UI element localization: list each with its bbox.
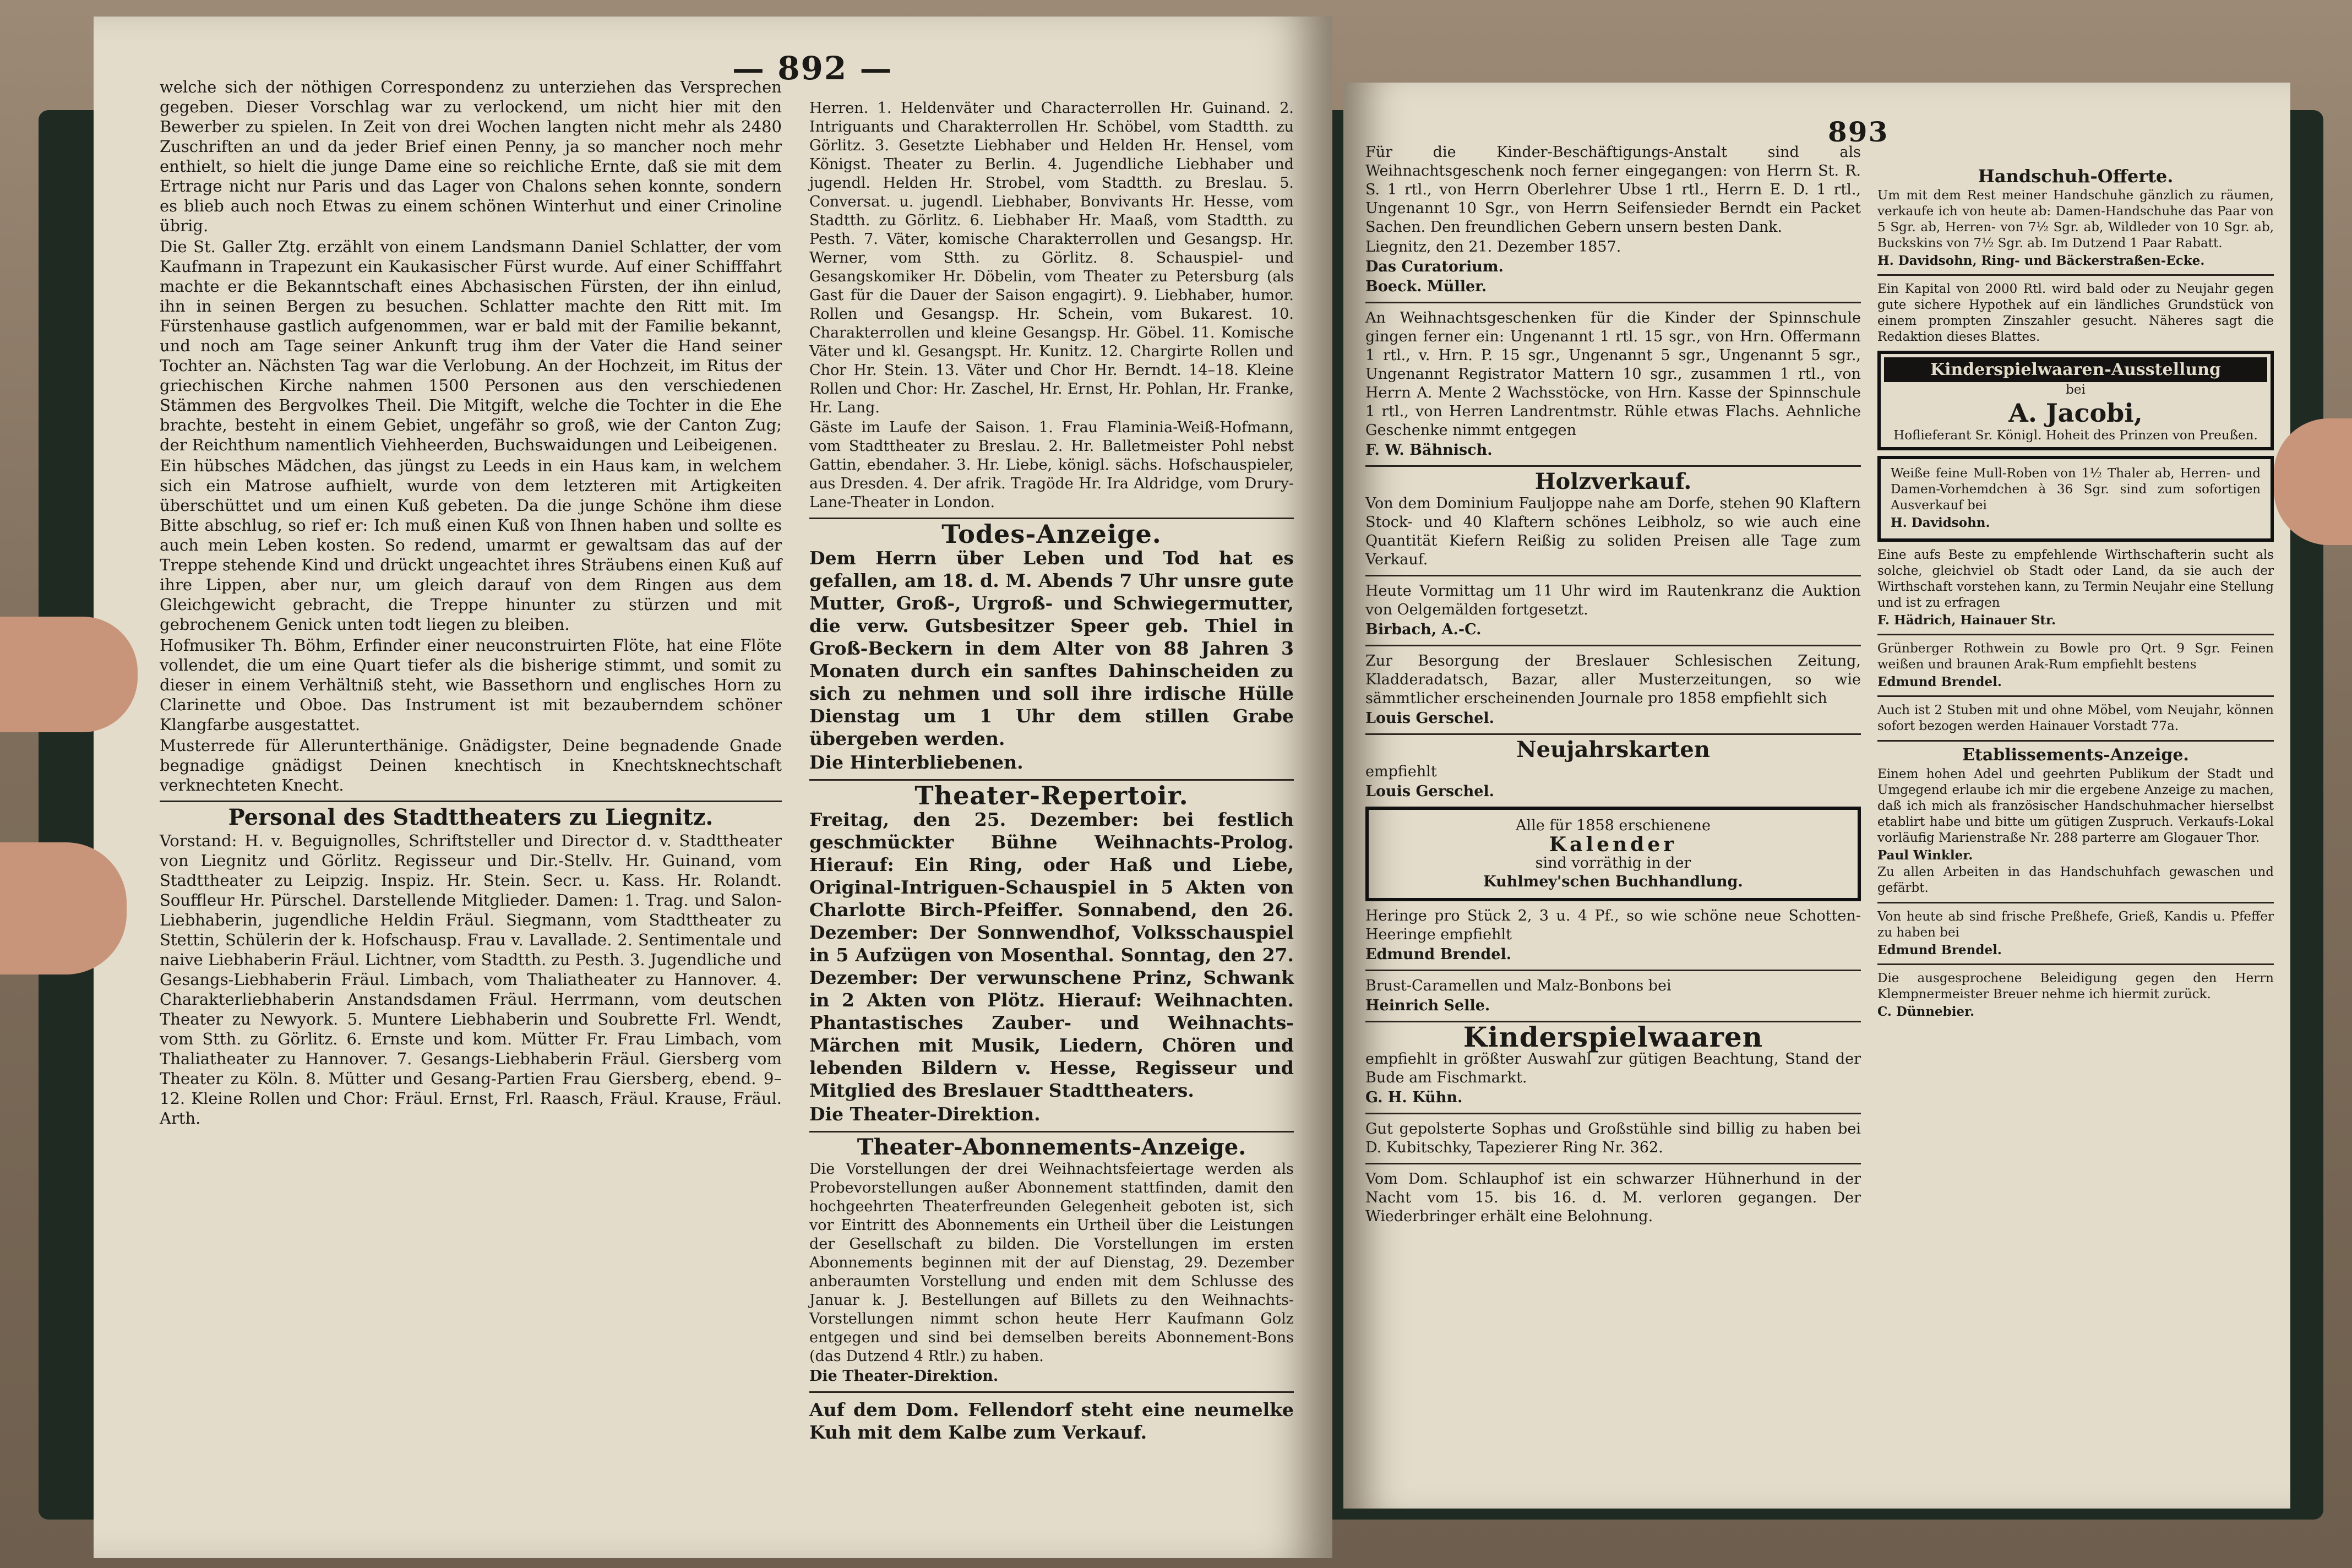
handschuh-sign: H. Davidsohn, Ring- und Bäckerstraßen-Ecke. [1877, 253, 2205, 268]
handschuh-heading: Handschuh-Offerte. [1978, 166, 2174, 187]
zeitung-text: Zur Besorgung der Breslauer Schlesischen Zeitung, Kladderadatsch, Bazar, aller Musterzeitungen, so wie sämmtlicher erscheinenden Journale pro 1858 empfiehlt sich [1365, 652, 1861, 707]
beleid-text: Die ausgesprochene Beleidigung gegen den Herrn Klempnermeister Breuer nehme ich hiermit zurück. [1877, 971, 2274, 1001]
divider [1877, 634, 2274, 635]
divider [1877, 274, 2274, 276]
kinder-place: Liegnitz, den 21. Dezember 1857. [1365, 238, 1621, 255]
gaeste-list: Gäste im Laufe der Saison. 1. Frau Flaminia-Weiß-Hofmann, vom Stadttheater zu Breslau. 2. Hr. Balletmeister Pohl nebst Gattin, ebendaher. 3. Hr. Liebe, königl. sächs. Hofschauspieler, aus Dresden. 4. Der afrik. Tragöde Hr. Ira Aldridge, vom Drury-Lane-Theater in London. [809, 419, 1294, 511]
divider [160, 801, 782, 802]
spielwaaren-sign: G. H. Kühn. [1365, 1089, 1463, 1106]
ausstellung-name: A. Jacobi, [2008, 398, 2143, 428]
divider [1365, 970, 1861, 971]
caramellen-text: Brust-Caramellen und Malz-Bonbons bei [1365, 977, 1672, 994]
divider [1365, 733, 1861, 735]
kalender-ad [1365, 807, 1861, 901]
kalender-shop: Kuhlmey'schen Buchhandlung. [1483, 873, 1743, 890]
repertoir-notice [809, 808, 1294, 1125]
divider [1365, 1163, 1861, 1164]
roben-text: Weiße feine Mull-Roben von 1½ Thaler ab, Herren- und Damen-Vorhemdchen à 36 Sgr. sind zum sofortigen Ausverkauf bei [1891, 466, 2261, 513]
rothwein-text: Grünberger Rothwein zu Bowle pro Qrt. 9 Sgr. Feinen weißen und braunen Arak-Rum empfiehlt bestens [1877, 641, 2274, 672]
article-paragraph: welche sich der nöthigen Correspondenz zu unterziehen das Versprechen gegeben. Dieser Vorschlag war zu verlockend, um nicht hier mit den Bewerber zu spielen. In Zeit von drei Wochen langten nicht mehr als 2480 Zuschriften an und da jeder Brief einen Penny, ja so mancher noch mehr enthielt, so hielt die junge Dame eine so reichliche Ernte, daß sie mit dem Ertrage nicht nur Paris und das Lager von Chalons sehen konnte, sondern es blieb auch noch Etwas zu einem schönen Winterhut und einer Crinoline übrig. [160, 78, 782, 235]
left-column-1 [160, 77, 782, 1129]
stuben-text: Auch ist 2 Stuben mit und ohne Möbel, vom Neujahr, können sofort bezogen werden Hainauer Vorstadt 77a. [1877, 703, 2274, 733]
article-paragraph: Die St. Galler Ztg. erzählt von einem Landsmann Daniel Schlatter, der vom Kaufmann in Trapezunt ein Kaukasischer Fürst wurde. Auf einer Schifffahrt machte er die Bekanntschaft eines Abchasischen Fürsten, der ihn einlud, ihn in seinen Bergen zu besuchen. Schlatter machte den Ritt mit. Im Fürstenhause gastlich aufgenommen, war er bald mit der Familie bekannt, und noch am Tage seiner Ankunft trug ihm der Vater die Hand seiner Tochter an. Nächsten Tag war die Verlobung. An der Hochzeit, im Ritus der griechischen Kirche nahmen 1500 Personen aus den verschiedenen Stämmen des Bergvolkes Theil. Die Mitgift, welche die Tochter in die Ehe brachte, besteht in einem Gebiet, ungefähr so groß, wie der Canton Zug; der Reichthum namentlich Viehheerden, Buchswaidungen und Leibeigenen. [160, 237, 782, 454]
ausstellung-heading: Kinderspielwaaren-Ausstellung [1884, 357, 2267, 382]
divider [809, 1391, 1294, 1393]
spielwaaren-text: empfiehlt in größter Auswahl zur gütigen Beachtung, Stand der Bude am Fischmarkt. [1365, 1050, 1861, 1086]
etabl-heading: Etablissements-Anzeige. [1962, 745, 2189, 765]
kalender-line: Alle für 1858 erschienene [1515, 817, 1711, 834]
divider [1877, 695, 2274, 697]
kuh-text: Auf dem Dom. Fellendorf steht eine neumelke Kuh mit dem Kalbe zum Verkauf. [809, 1399, 1294, 1443]
todes-text: Dem Herrn über Leben und Tod hat es gefallen, am 18. d. M. Abends 7 Uhr unsre gute Mutter, Groß-, Urgroß- und Schwiegermutter, die verw. Gutsbesitzer Speer geb. Thiel in Groß-Beckern in dem Alter von 88 Jahren 3 Monaten durch ein sanftes Dahinscheiden zu sich zu nehmen und soll ihre irdische Hülle Dienstag um 1 Uhr dem stillen Grabe übergeben werden. [809, 547, 1294, 749]
kinder-sign: Boeck. Müller. [1365, 278, 1487, 295]
holz-heading: Holzverkauf. [1534, 469, 1692, 494]
todes-heading: Todes-Anzeige. [941, 519, 1162, 549]
spinn-text: An Weihnachtsgeschenken für die Kinder der Spinnschule gingen ferner ein: Ungenannt 1 rtl. 15 sgr., von Hrn. Offermann 1 rtl., v. Hrn. P. 15 sgr., Ungenannt 5 sgr., Ungenannt 5 sgr., Ungenannt Registrator Mattern 10 sgr., zusammen 1 rtl., von Herrn A. Mente 2 Wachsstöcke, von Hrn. Kasse der Spinnschule 1 rtl., von Herren Landrentmstr. Rühle etwas Flachs. Aehnliche Geschenke nimmt entgegen [1365, 309, 1861, 439]
divider [1365, 465, 1861, 467]
herren-list: Herren. 1. Heldenväter und Characterrollen Hr. Guinand. 2. Intriguants und Charakterrollen Hr. Schöbel, vom Stadtth. zu Görlitz. 3. Gesetzte Liebhaber und Helden Hr. Hensel, vom Königst. Theater zu Berlin. 4. Jugendliche Liebhaber und jugendl. Helden Hr. Strobel, vom Stadtth. zu Breslau. 5. Conversat. u. jugendl. Liebhaber, Bonvivants Hr. Hesse, vom Stadtth. zu Görlitz. 6. Liebhaber Hr. Maaß, vom Stadtth. zu Pesth. 7. Väter, komische Charakterrollen und Gesangsp. Hr. Werner, vom Stth. zu Görlitz. 8. Schauspiel- und Gesangskomiker Hr. Döbelin, vom Theater zu Petersburg (als Gast für die Dauer der Saison engagirt). 9. Liebhaber, humor. Rollen und Gesangsp. Hr. Schein, vom Bukarest. 10. Charakterrollen und kleine Gesangsp. Hr. Göbel. 11. Komische Väter und kl. Gesangspt. Hr. Kunitz. 12. Chargirte Rollen und Chor Hr. Stein. 13. Väter und Chor Hr. Berndt. 14–18. Kleine Rollen und Chor: Hr. Zaschel, Hr. Ernst, Hr. Pohlan, Hr. Franke, Hr. Lang. [809, 100, 1294, 416]
page-number-left: — 892 — [732, 50, 893, 87]
finger-left-lower [0, 842, 127, 974]
ausstellung-ad [1877, 351, 2274, 450]
kinder-sign: Das Curatorium. [1365, 258, 1504, 275]
etabl-sign: Paul Winkler. [1877, 848, 1973, 863]
divider [809, 1131, 1294, 1133]
divider [1365, 1113, 1861, 1114]
kalender-line: sind vorräthig in der [1535, 854, 1691, 872]
holz-text: Von dem Dominium Fauljoppe nahe am Dorfe, stehen 90 Klaftern Stock- und 40 Klaftern schönes Leibholz, so wie auch eine Quantität Kiefern Reißig zu soliden Preisen alle Tage zum Verkauf. [1365, 495, 1861, 568]
neujahr-heading: Neujahrskarten [1516, 737, 1710, 763]
right-page [1343, 83, 2290, 1509]
left-page [94, 17, 1332, 1558]
etabl-text: Einem hohen Adel und geehrten Publikum der Stadt und Umgegend erlaube ich mir die ergebene Anzeige zu machen, daß ich mich als französischer Handschuhmacher hierselbst etablirt habe und bitte um gütigen Zuspruch. Verkaufs-Lokal vorläufig Marienstraße Nr. 288 parterre am Glogauer Thor. [1877, 767, 2274, 845]
arbeit-text: Zu allen Arbeiten in das Handschuhfach gewaschen und gefärbt. [1877, 865, 2274, 895]
zeitung-sign: Louis Gerschel. [1365, 710, 1495, 727]
pfeffer-text: Von heute ab sind frische Preßhefe, Grieß, Kandis u. Pfeffer zu haben bei [1877, 910, 2274, 940]
handschuh-text: Um mit dem Rest meiner Handschuhe gänzlich zu räumen, verkaufe ich von heute ab: Damen-Handschuhe das Paar von 5 Sgr. ab, Herren- von 7½ Sgr. ab, Wildleder von 10 Sgr. ab, Buckskins von 7½ Sgr. ab. Im Dutzend 1 Paar Rabatt. [1877, 188, 2274, 251]
abonnement-signature: Die Theater-Direktion. [809, 1368, 999, 1385]
ausstellung-sub: Hoflieferant Sr. Königl. Hoheit des Prinzen von Preußen. [1893, 428, 2258, 443]
divider [1365, 302, 1861, 303]
jagdhund-text: Vom Dom. Schlauphof ist ein schwarzer Hühnerhund in der Nacht vom 15. bis 16. d. M. verloren gegangen. Der Wiederbringer erhält eine Belohnung. [1365, 1170, 1861, 1225]
kapital-text: Ein Kapital von 2000 Rtl. wird bald oder zu Neujahr gegen gute sichere Hypothek auf ein ländliches Grundstück von einem prompten Zinszahler gesucht. Näheres sagt die Redaktion dieses Blattes. [1877, 282, 2274, 344]
wirth-sign: F. Hädrich, Hainauer Str. [1877, 613, 2056, 628]
heringe-sign: Edmund Brendel. [1365, 946, 1512, 963]
auktion-text: Heute Vormittag um 11 Uhr wird im Rautenkranz die Auktion von Oelgemälden fortgesetzt. [1365, 582, 1861, 618]
spinn-sign: F. W. Bähnisch. [1365, 442, 1493, 459]
article-paragraph: Ein hübsches Mädchen, das jüngst zu Leeds in ein Haus kam, in welchem sich ein Matrose aufhielt, wurde von dem letzteren mit Artigkeiten überschüttet und um einen Kuß gebeten. Da die junge Schöne ihm diese Bitte abschlug, so rief er: Ich muß einen Kuß von Ihnen haben und sollte es auch mein Leben kosten. So redend, umarmt er gewaltsam das auf der Treppe stehende Kind und drückt ungeachtet ihres Sträubens einen Kuß auf ihre Lippen, aber nur, um gleich darauf von dem Ringen aus dem Gleichgewicht gebracht, die Treppe hinunter zu stürzen und mit gebrochenem Genick unten todt liegen zu bleiben. [160, 456, 782, 634]
roben-sign: H. Davidsohn. [1891, 515, 1990, 530]
divider [1365, 575, 1861, 576]
repertoir-heading: Theater-Repertoir. [914, 781, 1189, 810]
kinder-text: Für die Kinder-Beschäftigungs-Anstalt sind als Weihnachtsgeschenk noch ferner eingegangen: von Herrn St. R. S. 1 rtl., von Herrn Oberlehrer Ubse 1 rtl., Herrn E. D. 1 rtl., Ungenannt 10 Sgr., von Herrn Seifensieder Berndt ein Packet Sachen. Den freundlichen Gebern unsern besten Dank. [1365, 144, 1861, 236]
wirth-text: Eine aufs Beste zu empfehlende Wirthschafterin sucht als solche, gleichviel ob Stadt oder Land, da sie auch der Wirthschaft vorstehen kann, zu Termin Neujahr eine Stellung und ist zu erfragen [1877, 548, 2274, 610]
page-number-right: 893 [1828, 116, 1889, 148]
kalender-title: Kalender [1549, 833, 1678, 856]
pfeffer-sign: Edmund Brendel. [1877, 943, 2002, 957]
todes-notice [809, 547, 1294, 774]
repertoir-signature: Die Theater-Direktion. [809, 1103, 1041, 1125]
right-column-1 [1365, 143, 1861, 1227]
spielwaaren-heading: Kinderspielwaaren [1463, 1021, 1763, 1053]
caramellen-sign: Heinrich Selle. [1365, 997, 1490, 1014]
left-column-2 [809, 99, 1294, 1445]
roben-ad [1877, 456, 2274, 542]
neujahr-sign: Louis Gerschel. [1365, 783, 1495, 800]
ausstellung-bei: bei [2066, 383, 2086, 397]
divider [1365, 645, 1861, 646]
sopha-text: Gut gepolsterte Sophas und Großstühle sind billig zu haben bei D. Kubitschky, Tapezierer Ring Nr. 362. [1365, 1120, 1861, 1156]
auktion-sign: Birbach, A.-C. [1365, 621, 1482, 638]
article-paragraph: Hofmusiker Th. Böhm, Erfinder einer neuconstruirten Flöte, hat eine Flöte vollendet, die um eine Quart tiefer als die bisherige stimmt, und somit zu dieser in einem Verhältniß steht, wie Bassethorn und englisches Horn zu Clarinette und Oboe. Das Instrument ist mit bezauberndem schöner Klangfarbe ausgestattet. [160, 636, 782, 734]
todes-signature: Die Hinterbliebenen. [809, 752, 1023, 773]
abonnement-heading: Theater-Abonnements-Anzeige. [857, 1134, 1246, 1160]
kuh-notice [809, 1398, 1294, 1444]
right-column-2 [1877, 165, 2274, 1021]
divider [1877, 963, 2274, 965]
neujahr-text: empfiehlt [1365, 763, 1437, 780]
heringe-text: Heringe pro Stück 2, 3 u. 4 Pf., so wie schöne neue Schotten-Heeringe empfiehlt [1365, 907, 1861, 943]
beleid-sign: C. Dünnebier. [1877, 1004, 1975, 1019]
personal-heading: Personal des Stadttheaters zu Liegnitz. [228, 804, 714, 830]
article-paragraph: Musterrede für Allerunterthänige. Gnädigster, Deine begnadende Gnade begnadige gnädigst Deinen knechtisch in Knechtsknechtschaft verknechteten Knecht. [160, 736, 782, 794]
divider [1877, 740, 2274, 742]
personal-list: Vorstand: H. v. Beguignolles, Schriftsteller und Director d. v. Stadttheater von Liegnitz und Görlitz. Regisseur und Dir.-Stellv. Hr. Guinand, vom Stadttheater zu Leipzig. Inspiz. Hr. Stein. Secr. u. Kass. Hr. Rolandt. Souffleur Hr. Pürschel. Darstellende Mitglieder. Damen: 1. Trag. und Salon-Liebhaberin, jugendliche Heldin Fräul. Siegmann, vom Stadttheater zu Stettin, Schülerin der k. Hofschausp. Frau v. Lavallade. 2. Sentimentale und naive Liebhaberin Fräul. Lichtner, vom Stadtth. zu Pesth. 3. Jugendliche und Gesangs-Liebhaberin Fräul. Limbach, vom Thaliatheater zu Hannover. 4. Charakterliebhaberin Anstandsdamen Fräul. Herrmann, vom deutschen Theater zu Newyork. 5. Muntere Liebhaberin und Soubrette Frl. Wendt, vom Stth. zu Görlitz. 6. Ernste und kom. Mütter Fr. Frau Limbach, vom Thaliatheater zu Hannover. 7. Gesangs-Liebhaberin Fräul. Giersberg vom Theater zu Köln. 8. Mütter und Gesang-Partien Frau Giersberg, ebend. 9–12. Kleine Rollen und Chor: Fräul. Ernst, Frl. Raasch, Fräul. Krause, Fräul. Arth. [160, 831, 782, 1128]
repertoir-text: Freitag, den 25. Dezember: bei festlich geschmückter Bühne Weihnachts-Prolog. Hierauf: Ein Ring, oder Haß und Liebe, Original-Intriguen-Schauspiel in 5 Akten von Charlotte Birch-Pfeiffer. Sonnabend, den 26. Dezember: Der Sonnwendhof, Volksschauspiel in 5 Aufzügen von Mosenthal. Sonntag, den 27. Dezember: Der verwunschene Prinz, Schwank in 2 Akten von Plötz. Hierauf: Weihnachten. Phantastisches Zauber- und Weihnachts-Märchen mit Musik, Liedern, Chören und lebenden Bildern v. Hesse, Regisseur und Mitglied des Breslauer Stadttheaters. [809, 809, 1294, 1101]
finger-left-upper [0, 617, 138, 732]
rothwein-sign: Edmund Brendel. [1877, 674, 2002, 689]
divider [1877, 902, 2274, 903]
abonnement-text: Die Vorstellungen der drei Weihnachtsfeiertage werden als Probevorstellungen außer Abonnement stattfinden, damit den hochgeehrten Theaterfreunden Gelegenheit geboten ist, sich vor Eintritt des Abonnements ein Urtheil über die Leistungen der Gesellschaft zu bilden. Die Vorstellungen im ersten Abonnements beginnen mit der auf Dienstag, 29. Dezember anberaumten Vorstellung und enden mit dem Schlusse des Januar k. J. Bestellungen auf Billets zu den Weihnachts-Vorstellungen nimmt schon heute Herr Kaufmann Golz entgegen und sind bei demselben bereits Abonnement-Bons (das Dutzend 4 Rtlr.) zu haben. [809, 1161, 1294, 1365]
